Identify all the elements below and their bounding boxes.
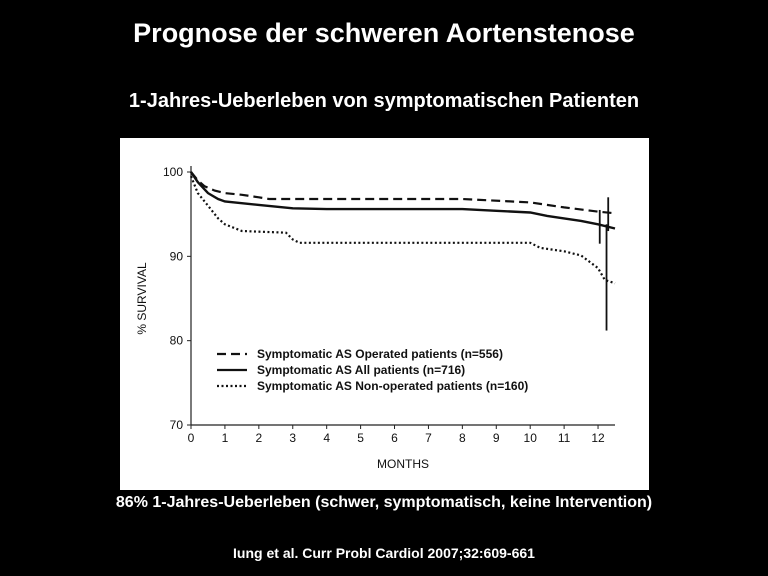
- survival-chart: [120, 138, 649, 490]
- chart-svg: [120, 138, 649, 490]
- x-tick-label: 7: [425, 431, 432, 445]
- y-axis-title: % SURVIVAL: [135, 262, 149, 335]
- x-tick-label: 4: [323, 431, 331, 445]
- legend-label: Symptomatic AS Non-operated patients (n=160): [257, 379, 529, 393]
- x-tick-label: 3: [289, 431, 297, 445]
- series-line-solid: [191, 172, 615, 229]
- x-tick-label: 0: [187, 431, 195, 445]
- y-tick-label: 80: [169, 333, 183, 348]
- x-axis-ticks: [188, 425, 605, 445]
- series-line-dashed: [191, 172, 615, 213]
- slide-title: Prognose der schweren Aortenstenose: [133, 18, 635, 48]
- x-axis-title: MONTHS: [377, 457, 429, 471]
- x-tick-label: 11: [557, 431, 571, 445]
- y-tick-label: 100: [162, 165, 183, 179]
- slide-subtitle: 1-Jahres-Ueberleben von symptomatischen Patienten: [128, 90, 640, 112]
- x-tick-label: 6: [391, 431, 398, 445]
- legend-label: Symptomatic AS Operated patients (n=556): [257, 347, 503, 361]
- x-tick-label: 1: [221, 431, 229, 445]
- citation: Iung et al. Curr Probl Cardiol 2007;32:609-661: [233, 545, 535, 561]
- summary-text: 86% 1-Jahres-Ueberleben (schwer, symptomatisch, keine Intervention): [115, 494, 653, 511]
- y-tick-label: 90: [169, 249, 183, 264]
- x-tick-label: 10: [523, 431, 537, 445]
- legend-label: Symptomatic AS All patients (n=716): [257, 363, 466, 377]
- y-tick-label: 70: [169, 418, 183, 432]
- legend: [217, 347, 528, 393]
- y-axis-ticks: [163, 165, 191, 432]
- x-tick-label: 12: [591, 431, 605, 445]
- x-tick-label: 5: [357, 431, 364, 445]
- series-line-dotted: [191, 176, 615, 283]
- x-tick-label: 2: [255, 431, 263, 445]
- series-lines: [191, 172, 615, 283]
- x-tick-label: 8: [459, 431, 466, 445]
- x-tick-label: 9: [492, 431, 500, 445]
- error-bars: [600, 197, 608, 330]
